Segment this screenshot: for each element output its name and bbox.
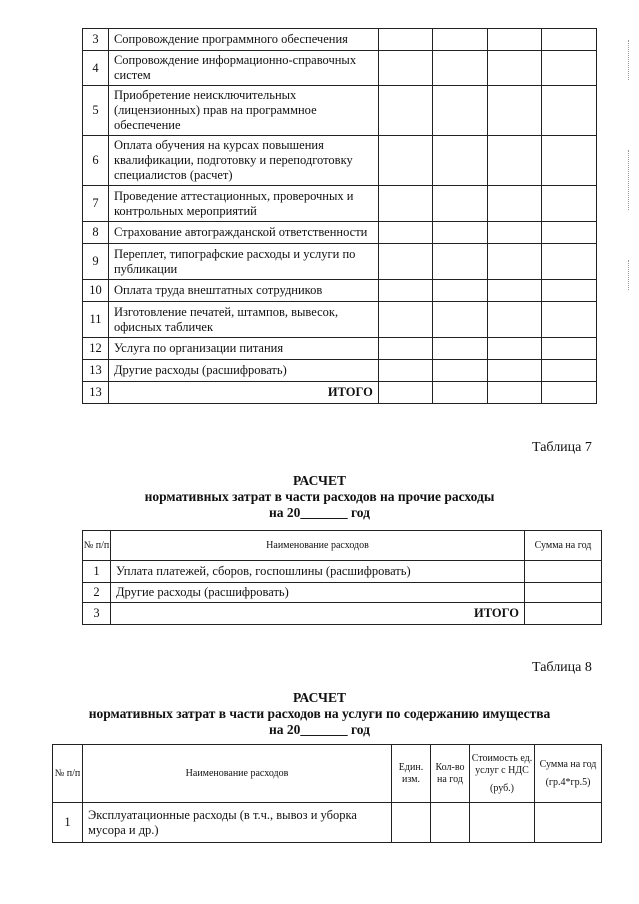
- table-7-year: на 20_______ год: [268, 505, 370, 520]
- row-num: 11: [83, 302, 109, 338]
- row-cell: [433, 360, 488, 382]
- row-cell: [433, 51, 488, 86]
- row-cell: [487, 338, 542, 360]
- row-cell: [433, 29, 488, 51]
- header-sum: [535, 745, 602, 803]
- table-row: [83, 86, 597, 136]
- row-cell: [433, 382, 488, 404]
- row-cell: [487, 186, 542, 222]
- total-label: ИТОГО: [111, 603, 525, 625]
- table-row: [83, 29, 597, 51]
- row-num: 4: [83, 51, 109, 86]
- row-cell: [433, 244, 488, 280]
- row-cell: [433, 86, 488, 136]
- table-row: [83, 302, 597, 338]
- row-sum: [525, 583, 602, 603]
- row-cell: [542, 360, 597, 382]
- row-name: Изготовление печатей, штампов, вывесок, офисных табличек: [108, 302, 378, 338]
- row-name: Оплата обучения на курсах повышения квалификации, подготовку и переподготовку специалистов (расчет): [108, 136, 378, 186]
- row-name: Приобретение неисключительных (лицензионных) прав на программное обеспечение: [108, 86, 378, 136]
- row-cell: [542, 136, 597, 186]
- row-cell: [433, 186, 488, 222]
- row-cell: [378, 382, 433, 404]
- expenses-table: [82, 28, 597, 404]
- row-cell: [433, 280, 488, 302]
- row-num: 10: [83, 280, 109, 302]
- row-cell: [378, 244, 433, 280]
- header-name: Наименование расходов: [111, 531, 525, 561]
- row-cell: [487, 136, 542, 186]
- row-name: Оплата труда внештатных сотрудников: [108, 280, 378, 302]
- row-cell: [378, 51, 433, 86]
- row-num: 1: [83, 561, 111, 583]
- row-cell: [378, 136, 433, 186]
- row-num: 2: [83, 583, 111, 603]
- table-header-row: [53, 745, 602, 803]
- table-row: [83, 360, 597, 382]
- row-num: 1: [53, 803, 83, 843]
- table-row: [83, 186, 597, 222]
- header-cost: [470, 745, 535, 803]
- table-row: [83, 244, 597, 280]
- row-name: Эксплуатационные расходы (в т.ч., вывоз и уборка мусора и др.): [83, 803, 392, 843]
- row-name: Уплата платежей, сборов, госпошлины (расшифровать): [111, 561, 525, 583]
- row-name: Переплет, типографские расходы и услуги по публикации: [108, 244, 378, 280]
- row-cell: [487, 244, 542, 280]
- row-cell: [542, 186, 597, 222]
- row-name: Другие расходы (расшифровать): [108, 360, 378, 382]
- row-cell: [378, 222, 433, 244]
- row-cell: [433, 222, 488, 244]
- row-cell: [487, 280, 542, 302]
- row-cell: [542, 244, 597, 280]
- expenses-table-body: [83, 29, 597, 404]
- row-cell: [487, 51, 542, 86]
- table-row: [53, 803, 602, 843]
- table-row: [83, 280, 597, 302]
- row-cell: [542, 86, 597, 136]
- header-cost-label: Стоимость ед. услуг с НДС: [471, 752, 533, 776]
- table-7-title: РАСЧЕТ: [293, 473, 346, 488]
- row-sum: [525, 561, 602, 583]
- row-name: Проведение аттестационных, проверочных и контрольных мероприятий: [108, 186, 378, 222]
- header-num: № п/п: [53, 745, 83, 803]
- row-unit: [392, 803, 431, 843]
- header-sum-label: Сумма на год: [539, 758, 597, 770]
- row-num: 5: [83, 86, 109, 136]
- row-cell: [542, 338, 597, 360]
- margin-mark: [628, 260, 632, 290]
- row-cell: [378, 360, 433, 382]
- row-sum: [535, 803, 602, 843]
- other-expenses-table: [82, 530, 602, 625]
- row-cell: [378, 338, 433, 360]
- row-cell: [542, 382, 597, 404]
- header-qty: Кол-во на год: [431, 745, 470, 803]
- table-header-row: [83, 531, 602, 561]
- table-7-subtitle: нормативных затрат в части расходов на прочие расходы: [144, 489, 495, 504]
- header-sum: Сумма на год: [525, 531, 602, 561]
- row-cell: [487, 29, 542, 51]
- table-row: [83, 51, 597, 86]
- total-row: [83, 603, 602, 625]
- header-num: № п/п: [83, 531, 111, 561]
- table-8-subtitle: нормативных затрат в части расходов на услуги по содержанию имущества: [88, 706, 551, 721]
- row-num: 12: [83, 338, 109, 360]
- total-label: ИТОГО: [108, 382, 378, 404]
- header-name: Наименование расходов: [83, 745, 392, 803]
- total-row: [83, 382, 597, 404]
- row-cell: [542, 280, 597, 302]
- table-8-caption: Таблица 8: [532, 660, 592, 675]
- row-cost: [470, 803, 535, 843]
- row-cell: [378, 86, 433, 136]
- table-8-title: РАСЧЕТ: [293, 690, 346, 705]
- table-row: [83, 136, 597, 186]
- row-cell: [433, 136, 488, 186]
- row-cell: [378, 186, 433, 222]
- margin-mark: [628, 150, 632, 210]
- table-row: [83, 338, 597, 360]
- row-num: 7: [83, 186, 109, 222]
- header-cost-unit: (руб.): [490, 782, 514, 794]
- row-cell: [542, 222, 597, 244]
- row-name: Страхование автогражданской ответственности: [108, 222, 378, 244]
- row-cell: [487, 360, 542, 382]
- row-cell: [378, 29, 433, 51]
- row-name: Сопровождение программного обеспечения: [108, 29, 378, 51]
- row-cell: [433, 338, 488, 360]
- table-row: [83, 222, 597, 244]
- table-7-caption: Таблица 7: [532, 440, 592, 455]
- row-cell: [542, 302, 597, 338]
- row-cell: [487, 382, 542, 404]
- row-cell: [487, 86, 542, 136]
- row-num: 13: [83, 382, 109, 404]
- row-cell: [433, 302, 488, 338]
- row-name: Другие расходы (расшифровать): [111, 583, 525, 603]
- row-sum: [525, 603, 602, 625]
- row-cell: [487, 222, 542, 244]
- table-8-year: на 20_______ год: [268, 722, 370, 737]
- row-name: Сопровождение информационно-справочных систем: [108, 51, 378, 86]
- row-num: 13: [83, 360, 109, 382]
- row-num: 3: [83, 29, 109, 51]
- row-cell: [378, 280, 433, 302]
- header-sum-formula: (гр.4*гр.5): [545, 776, 591, 788]
- row-qty: [431, 803, 470, 843]
- row-num: 6: [83, 136, 109, 186]
- row-cell: [542, 29, 597, 51]
- row-cell: [487, 302, 542, 338]
- row-num: 3: [83, 603, 111, 625]
- row-cell: [378, 302, 433, 338]
- header-unit: Един. изм.: [392, 745, 431, 803]
- table-row: [83, 561, 602, 583]
- property-maintenance-table: [52, 744, 602, 843]
- margin-mark: [628, 40, 632, 80]
- table-row: [83, 583, 602, 603]
- row-num: 9: [83, 244, 109, 280]
- row-name: Услуга по организации питания: [108, 338, 378, 360]
- row-cell: [542, 51, 597, 86]
- row-num: 8: [83, 222, 109, 244]
